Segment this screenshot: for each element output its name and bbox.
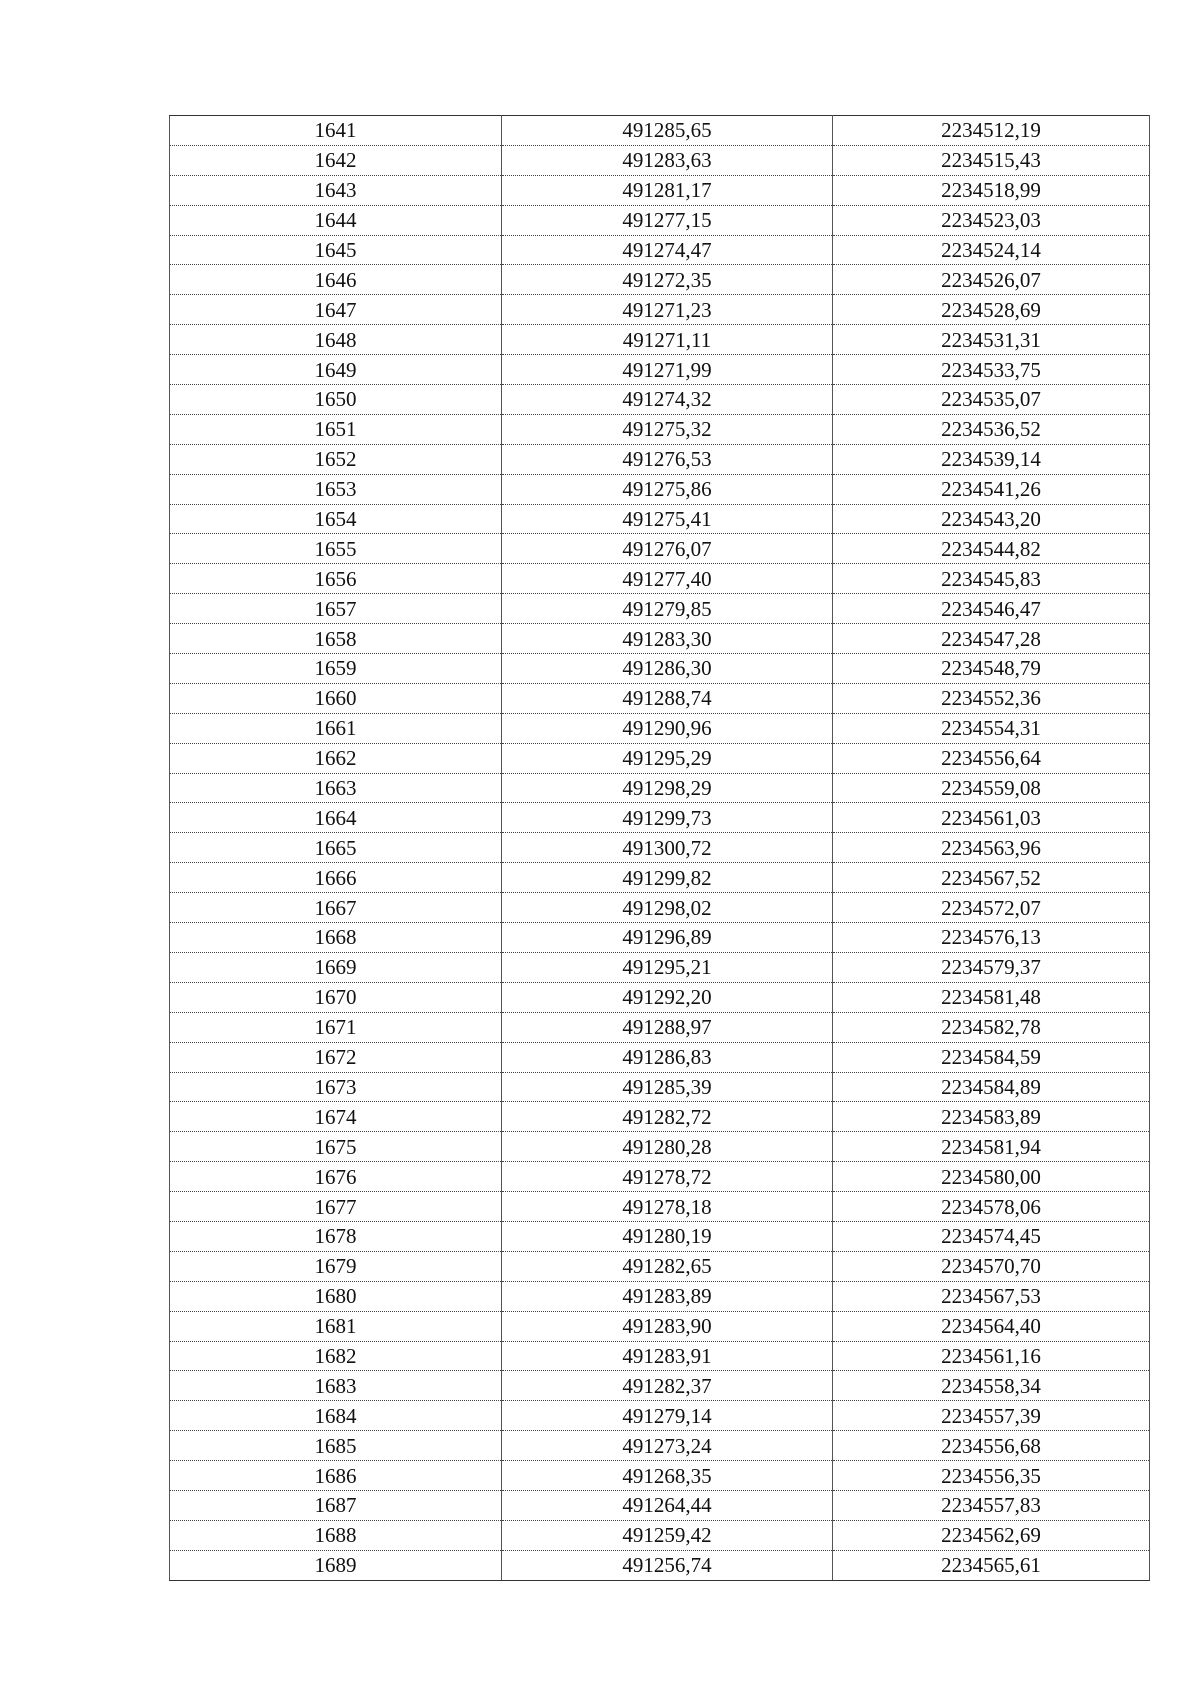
y-coordinate-cell: 2234556,68 <box>833 1431 1150 1461</box>
x-coordinate-cell: 491295,29 <box>502 743 833 773</box>
table-row <box>170 325 1150 355</box>
point-number-cell: 1688 <box>170 1520 502 1550</box>
table-row <box>170 1311 1150 1341</box>
table-row <box>170 923 1150 953</box>
y-coordinate-cell: 2234541,26 <box>833 474 1150 504</box>
table-row <box>170 355 1150 385</box>
x-coordinate-cell: 491282,72 <box>502 1102 833 1132</box>
y-coordinate-cell: 2234546,47 <box>833 594 1150 624</box>
point-number-cell: 1667 <box>170 893 502 923</box>
x-coordinate-cell: 491277,15 <box>502 205 833 235</box>
x-coordinate-cell: 491286,83 <box>502 1042 833 1072</box>
point-number-cell: 1661 <box>170 713 502 743</box>
x-coordinate-cell: 491271,11 <box>502 325 833 355</box>
x-coordinate-cell: 491281,17 <box>502 175 833 205</box>
x-coordinate-cell: 491275,41 <box>502 504 833 534</box>
y-coordinate-cell: 2234547,28 <box>833 624 1150 654</box>
y-coordinate-cell: 2234528,69 <box>833 295 1150 325</box>
y-coordinate-cell: 2234561,03 <box>833 803 1150 833</box>
point-number-cell: 1675 <box>170 1132 502 1162</box>
y-coordinate-cell: 2234535,07 <box>833 385 1150 415</box>
table-row <box>170 1281 1150 1311</box>
table-row <box>170 145 1150 175</box>
x-coordinate-cell: 491276,07 <box>502 534 833 564</box>
point-number-cell: 1647 <box>170 295 502 325</box>
point-number-cell: 1670 <box>170 982 502 1012</box>
point-number-cell: 1649 <box>170 355 502 385</box>
y-coordinate-cell: 2234576,13 <box>833 923 1150 953</box>
x-coordinate-cell: 491292,20 <box>502 982 833 1012</box>
y-coordinate-cell: 2234563,96 <box>833 833 1150 863</box>
point-number-cell: 1664 <box>170 803 502 833</box>
table-row <box>170 1132 1150 1162</box>
x-coordinate-cell: 491285,39 <box>502 1072 833 1102</box>
point-number-cell: 1644 <box>170 205 502 235</box>
y-coordinate-cell: 2234523,03 <box>833 205 1150 235</box>
point-number-cell: 1684 <box>170 1401 502 1431</box>
table-row <box>170 833 1150 863</box>
point-number-cell: 1682 <box>170 1341 502 1371</box>
y-coordinate-cell: 2234584,59 <box>833 1042 1150 1072</box>
point-number-cell: 1658 <box>170 624 502 654</box>
x-coordinate-cell: 491280,19 <box>502 1221 833 1251</box>
table-row <box>170 1371 1150 1401</box>
table-row <box>170 1162 1150 1192</box>
x-coordinate-cell: 491283,63 <box>502 145 833 175</box>
y-coordinate-cell: 2234533,75 <box>833 355 1150 385</box>
x-coordinate-cell: 491283,89 <box>502 1281 833 1311</box>
table-row <box>170 713 1150 743</box>
table-row <box>170 863 1150 893</box>
point-number-cell: 1683 <box>170 1371 502 1401</box>
point-number-cell: 1668 <box>170 923 502 953</box>
table-row <box>170 504 1150 534</box>
y-coordinate-cell: 2234562,69 <box>833 1520 1150 1550</box>
x-coordinate-cell: 491272,35 <box>502 265 833 295</box>
x-coordinate-cell: 491277,40 <box>502 564 833 594</box>
point-number-cell: 1654 <box>170 504 502 534</box>
x-coordinate-cell: 491276,53 <box>502 444 833 474</box>
table-row <box>170 1251 1150 1281</box>
table-row <box>170 773 1150 803</box>
table-row <box>170 952 1150 982</box>
point-number-cell: 1655 <box>170 534 502 564</box>
y-coordinate-cell: 2234512,19 <box>833 116 1150 146</box>
y-coordinate-cell: 2234578,06 <box>833 1192 1150 1222</box>
y-coordinate-cell: 2234559,08 <box>833 773 1150 803</box>
y-coordinate-cell: 2234557,39 <box>833 1401 1150 1431</box>
y-coordinate-cell: 2234564,40 <box>833 1311 1150 1341</box>
table-row <box>170 534 1150 564</box>
table-row <box>170 1042 1150 1072</box>
y-coordinate-cell: 2234554,31 <box>833 713 1150 743</box>
x-coordinate-cell: 491298,29 <box>502 773 833 803</box>
point-number-cell: 1666 <box>170 863 502 893</box>
x-coordinate-cell: 491256,74 <box>502 1550 833 1580</box>
table-row <box>170 1102 1150 1132</box>
y-coordinate-cell: 2234518,99 <box>833 175 1150 205</box>
x-coordinate-cell: 491285,65 <box>502 116 833 146</box>
x-coordinate-cell: 491268,35 <box>502 1461 833 1491</box>
y-coordinate-cell: 2234556,35 <box>833 1461 1150 1491</box>
table-row <box>170 1072 1150 1102</box>
y-coordinate-cell: 2234582,78 <box>833 1012 1150 1042</box>
x-coordinate-cell: 491264,44 <box>502 1490 833 1520</box>
table-row <box>170 1341 1150 1371</box>
point-number-cell: 1679 <box>170 1251 502 1281</box>
x-coordinate-cell: 491299,73 <box>502 803 833 833</box>
y-coordinate-cell: 2234515,43 <box>833 145 1150 175</box>
y-coordinate-cell: 2234543,20 <box>833 504 1150 534</box>
y-coordinate-cell: 2234548,79 <box>833 654 1150 684</box>
x-coordinate-cell: 491275,32 <box>502 414 833 444</box>
table-row <box>170 743 1150 773</box>
x-coordinate-cell: 491279,14 <box>502 1401 833 1431</box>
table-row <box>170 982 1150 1012</box>
y-coordinate-cell: 2234558,34 <box>833 1371 1150 1401</box>
x-coordinate-cell: 491296,89 <box>502 923 833 953</box>
point-number-cell: 1672 <box>170 1042 502 1072</box>
table-row <box>170 116 1150 146</box>
x-coordinate-cell: 491278,72 <box>502 1162 833 1192</box>
y-coordinate-cell: 2234526,07 <box>833 265 1150 295</box>
point-number-cell: 1653 <box>170 474 502 504</box>
x-coordinate-cell: 491288,74 <box>502 683 833 713</box>
table-row <box>170 624 1150 654</box>
point-number-cell: 1643 <box>170 175 502 205</box>
table-row <box>170 414 1150 444</box>
table-row <box>170 893 1150 923</box>
point-number-cell: 1686 <box>170 1461 502 1491</box>
y-coordinate-cell: 2234552,36 <box>833 683 1150 713</box>
y-coordinate-cell: 2234570,70 <box>833 1251 1150 1281</box>
y-coordinate-cell: 2234531,31 <box>833 325 1150 355</box>
x-coordinate-cell: 491271,23 <box>502 295 833 325</box>
table-row <box>170 1221 1150 1251</box>
y-coordinate-cell: 2234584,89 <box>833 1072 1150 1102</box>
y-coordinate-cell: 2234581,94 <box>833 1132 1150 1162</box>
point-number-cell: 1687 <box>170 1490 502 1520</box>
y-coordinate-cell: 2234539,14 <box>833 444 1150 474</box>
y-coordinate-cell: 2234561,16 <box>833 1341 1150 1371</box>
table-row <box>170 385 1150 415</box>
table-row <box>170 235 1150 265</box>
x-coordinate-cell: 491280,28 <box>502 1132 833 1162</box>
point-number-cell: 1665 <box>170 833 502 863</box>
point-number-cell: 1681 <box>170 1311 502 1341</box>
table-row <box>170 1490 1150 1520</box>
coordinates-table <box>169 115 1150 1581</box>
point-number-cell: 1669 <box>170 952 502 982</box>
y-coordinate-cell: 2234557,83 <box>833 1490 1150 1520</box>
point-number-cell: 1680 <box>170 1281 502 1311</box>
y-coordinate-cell: 2234544,82 <box>833 534 1150 564</box>
x-coordinate-cell: 491273,24 <box>502 1431 833 1461</box>
table-row <box>170 265 1150 295</box>
table-row <box>170 564 1150 594</box>
table-row <box>170 474 1150 504</box>
table-row <box>170 1520 1150 1550</box>
x-coordinate-cell: 491288,97 <box>502 1012 833 1042</box>
table-row <box>170 295 1150 325</box>
y-coordinate-cell: 2234572,07 <box>833 893 1150 923</box>
table-row <box>170 1550 1150 1580</box>
point-number-cell: 1678 <box>170 1221 502 1251</box>
y-coordinate-cell: 2234565,61 <box>833 1550 1150 1580</box>
point-number-cell: 1660 <box>170 683 502 713</box>
x-coordinate-cell: 491282,37 <box>502 1371 833 1401</box>
y-coordinate-cell: 2234524,14 <box>833 235 1150 265</box>
table-row <box>170 444 1150 474</box>
point-number-cell: 1677 <box>170 1192 502 1222</box>
point-number-cell: 1676 <box>170 1162 502 1192</box>
x-coordinate-cell: 491278,18 <box>502 1192 833 1222</box>
point-number-cell: 1648 <box>170 325 502 355</box>
table-row <box>170 205 1150 235</box>
x-coordinate-cell: 491298,02 <box>502 893 833 923</box>
x-coordinate-cell: 491279,85 <box>502 594 833 624</box>
y-coordinate-cell: 2234579,37 <box>833 952 1150 982</box>
table-row <box>170 175 1150 205</box>
point-number-cell: 1641 <box>170 116 502 146</box>
point-number-cell: 1674 <box>170 1102 502 1132</box>
x-coordinate-cell: 491274,32 <box>502 385 833 415</box>
point-number-cell: 1656 <box>170 564 502 594</box>
x-coordinate-cell: 491259,42 <box>502 1520 833 1550</box>
point-number-cell: 1646 <box>170 265 502 295</box>
table-row <box>170 1431 1150 1461</box>
x-coordinate-cell: 491299,82 <box>502 863 833 893</box>
point-number-cell: 1642 <box>170 145 502 175</box>
point-number-cell: 1685 <box>170 1431 502 1461</box>
table-row <box>170 1461 1150 1491</box>
point-number-cell: 1657 <box>170 594 502 624</box>
x-coordinate-cell: 491283,30 <box>502 624 833 654</box>
table-row <box>170 654 1150 684</box>
x-coordinate-cell: 491274,47 <box>502 235 833 265</box>
x-coordinate-cell: 491295,21 <box>502 952 833 982</box>
point-number-cell: 1650 <box>170 385 502 415</box>
point-number-cell: 1652 <box>170 444 502 474</box>
x-coordinate-cell: 491286,30 <box>502 654 833 684</box>
point-number-cell: 1689 <box>170 1550 502 1580</box>
table-row <box>170 803 1150 833</box>
x-coordinate-cell: 491271,99 <box>502 355 833 385</box>
x-coordinate-cell: 491290,96 <box>502 713 833 743</box>
point-number-cell: 1671 <box>170 1012 502 1042</box>
point-number-cell: 1651 <box>170 414 502 444</box>
coordinates-table-body <box>170 116 1150 1581</box>
y-coordinate-cell: 2234580,00 <box>833 1162 1150 1192</box>
table-row <box>170 594 1150 624</box>
x-coordinate-cell: 491282,65 <box>502 1251 833 1281</box>
table-row <box>170 1401 1150 1431</box>
x-coordinate-cell: 491275,86 <box>502 474 833 504</box>
y-coordinate-cell: 2234574,45 <box>833 1221 1150 1251</box>
point-number-cell: 1673 <box>170 1072 502 1102</box>
y-coordinate-cell: 2234583,89 <box>833 1102 1150 1132</box>
point-number-cell: 1662 <box>170 743 502 773</box>
y-coordinate-cell: 2234567,53 <box>833 1281 1150 1311</box>
point-number-cell: 1659 <box>170 654 502 684</box>
y-coordinate-cell: 2234556,64 <box>833 743 1150 773</box>
y-coordinate-cell: 2234567,52 <box>833 863 1150 893</box>
x-coordinate-cell: 491283,90 <box>502 1311 833 1341</box>
y-coordinate-cell: 2234536,52 <box>833 414 1150 444</box>
x-coordinate-cell: 491300,72 <box>502 833 833 863</box>
table-row <box>170 683 1150 713</box>
x-coordinate-cell: 491283,91 <box>502 1341 833 1371</box>
y-coordinate-cell: 2234581,48 <box>833 982 1150 1012</box>
point-number-cell: 1645 <box>170 235 502 265</box>
y-coordinate-cell: 2234545,83 <box>833 564 1150 594</box>
point-number-cell: 1663 <box>170 773 502 803</box>
table-row <box>170 1192 1150 1222</box>
table-row <box>170 1012 1150 1042</box>
